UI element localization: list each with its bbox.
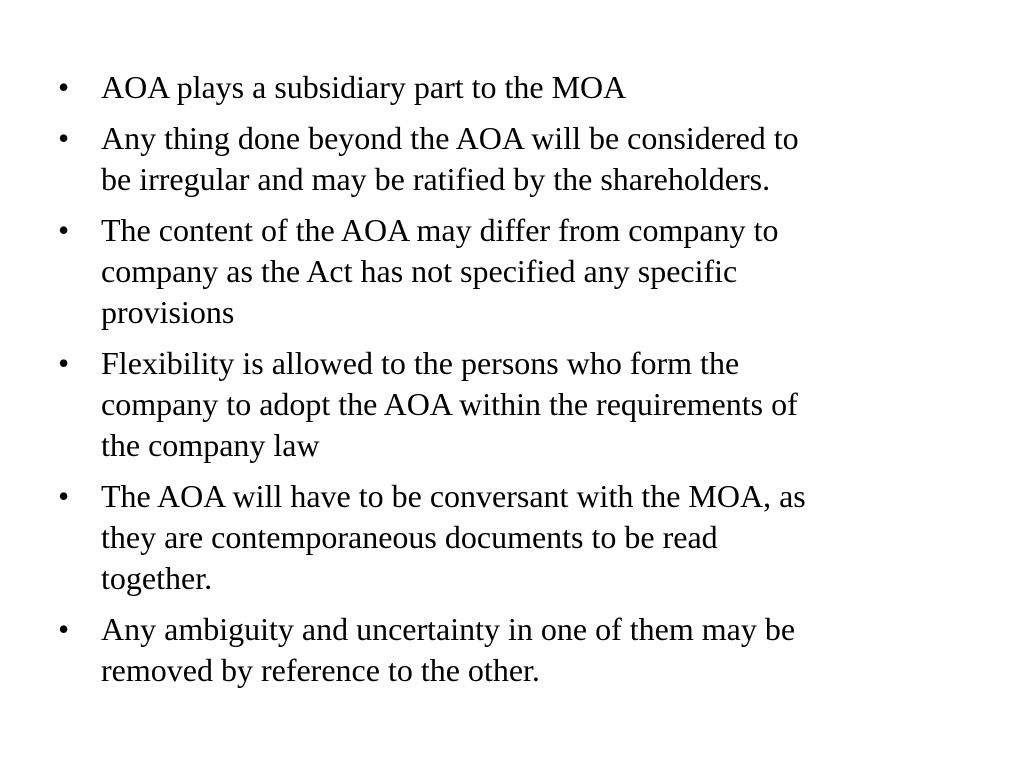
bullet-icon: • [58,345,70,381]
bullet-item [58,343,958,466]
bullet-text: Any thing done beyond the AOA will be considered to be irregular and may be ratified by the shareholders. [101,120,799,197]
bullet-icon: • [58,611,70,647]
bullet-text: AOA plays a subsidiary part to the MOA [101,69,627,105]
bullet-text: The AOA will have to be conversant with the MOA, as they are contemporaneous documents to be read together. [101,478,806,596]
bullet-item [58,609,958,691]
bullet-icon: • [58,120,70,156]
bullet-icon: • [58,212,70,248]
bullet-icon: • [58,478,70,514]
bullet-icon: • [58,69,70,105]
bullet-item [58,210,958,333]
bullet-text: Flexibility is allowed to the persons who form the company to adopt the AOA within the requirements of the company law [101,345,798,463]
bullet-list [58,67,958,701]
bullet-text: The content of the AOA may differ from company to company as the Act has not specified any specific provisions [101,212,779,330]
bullet-item [58,67,958,108]
bullet-text: Any ambiguity and uncertainty in one of them may be removed by reference to the other. [101,611,796,688]
bullet-item [58,118,958,200]
bullet-item [58,476,958,599]
